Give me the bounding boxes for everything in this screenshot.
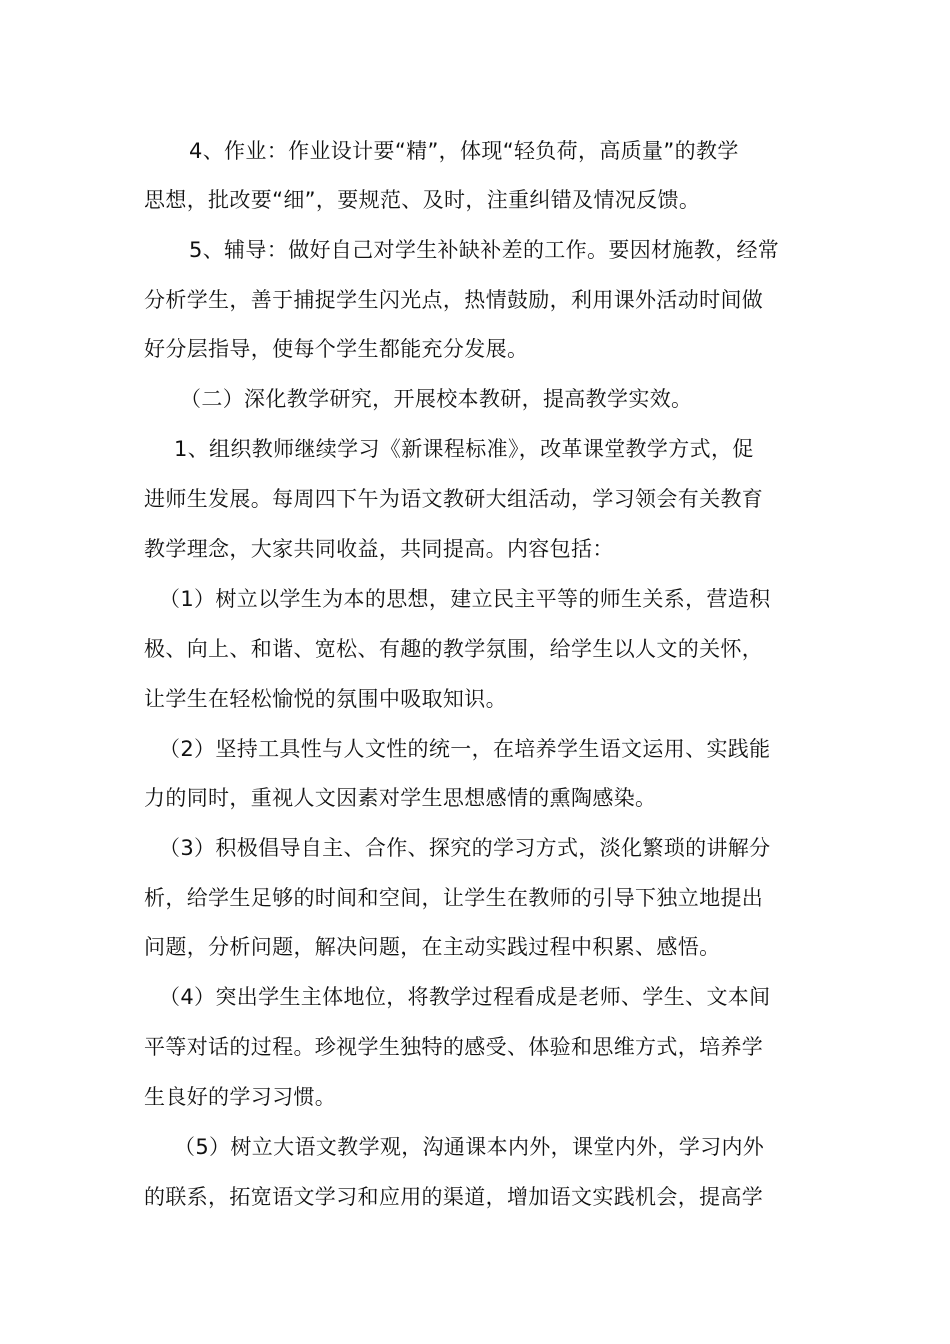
text-line: 教学理念，大家共同收益，共同提高。内容包括：: [144, 537, 614, 561]
text-line: 进师生发展。每周四下午为语文教研大组活动，学习领会有关教育: [144, 487, 764, 511]
text-line: 思想，批改要“细”，要规范、及时，注重纠错及情况反馈。: [144, 188, 701, 212]
text-line: 1、组织教师继续学习《新课程标准》，改革课堂教学方式，促: [174, 437, 754, 461]
text-line: 的联系，拓宽语文学习和应用的渠道，增加语文实践机会，提高学: [144, 1185, 764, 1209]
text-line: 4、作业：作业设计要“精”，体现“轻负荷，高质量”的教学: [189, 139, 739, 163]
text-line: 力的同时，重视人文因素对学生思想感情的熏陶感染。: [144, 786, 657, 810]
text-line: （4）突出学生主体地位，将教学过程看成是老师、学生、文本间: [159, 985, 771, 1009]
text-line: （2）坚持工具性与人文性的统一，在培养学生语文运用、实践能: [159, 737, 771, 761]
text-line: （5）树立大语文教学观，沟通课本内外，课堂内外，学习内外: [174, 1135, 765, 1159]
text-line: （1）树立以学生为本的思想，建立民主平等的师生关系，营造积: [159, 587, 771, 611]
text-line: 分析学生，善于捕捉学生闪光点，热情鼓励，利用课外活动时间做: [144, 288, 764, 312]
text-line: 好分层指导，使每个学生都能充分发展。: [144, 337, 529, 361]
text-line: 问题，分析问题，解决问题，在主动实践过程中积累、感悟。: [144, 935, 721, 959]
text-line: （3）积极倡导自主、合作、探究的学习方式，淡化繁琐的讲解分: [159, 836, 771, 860]
section-heading: （二）深化教学研究，开展校本教研，提高教学实效。: [180, 387, 693, 411]
text-line: 生良好的学习习惯。: [144, 1085, 337, 1109]
text-line: 极、向上、和谐、宽松、有趣的教学氛围，给学生以人文的关怀，: [144, 637, 764, 661]
text-line: 平等对话的过程。珍视学生独特的感受、体验和思维方式，培养学: [144, 1035, 764, 1059]
text-line: 让学生在轻松愉悦的氛围中吸取知识。: [144, 687, 507, 711]
text-line: 5、辅导：做好自己对学生补缺补差的工作。要因材施教，经常: [189, 238, 780, 262]
text-line: 析，给学生足够的时间和空间，让学生在教师的引导下独立地提出: [144, 886, 764, 910]
